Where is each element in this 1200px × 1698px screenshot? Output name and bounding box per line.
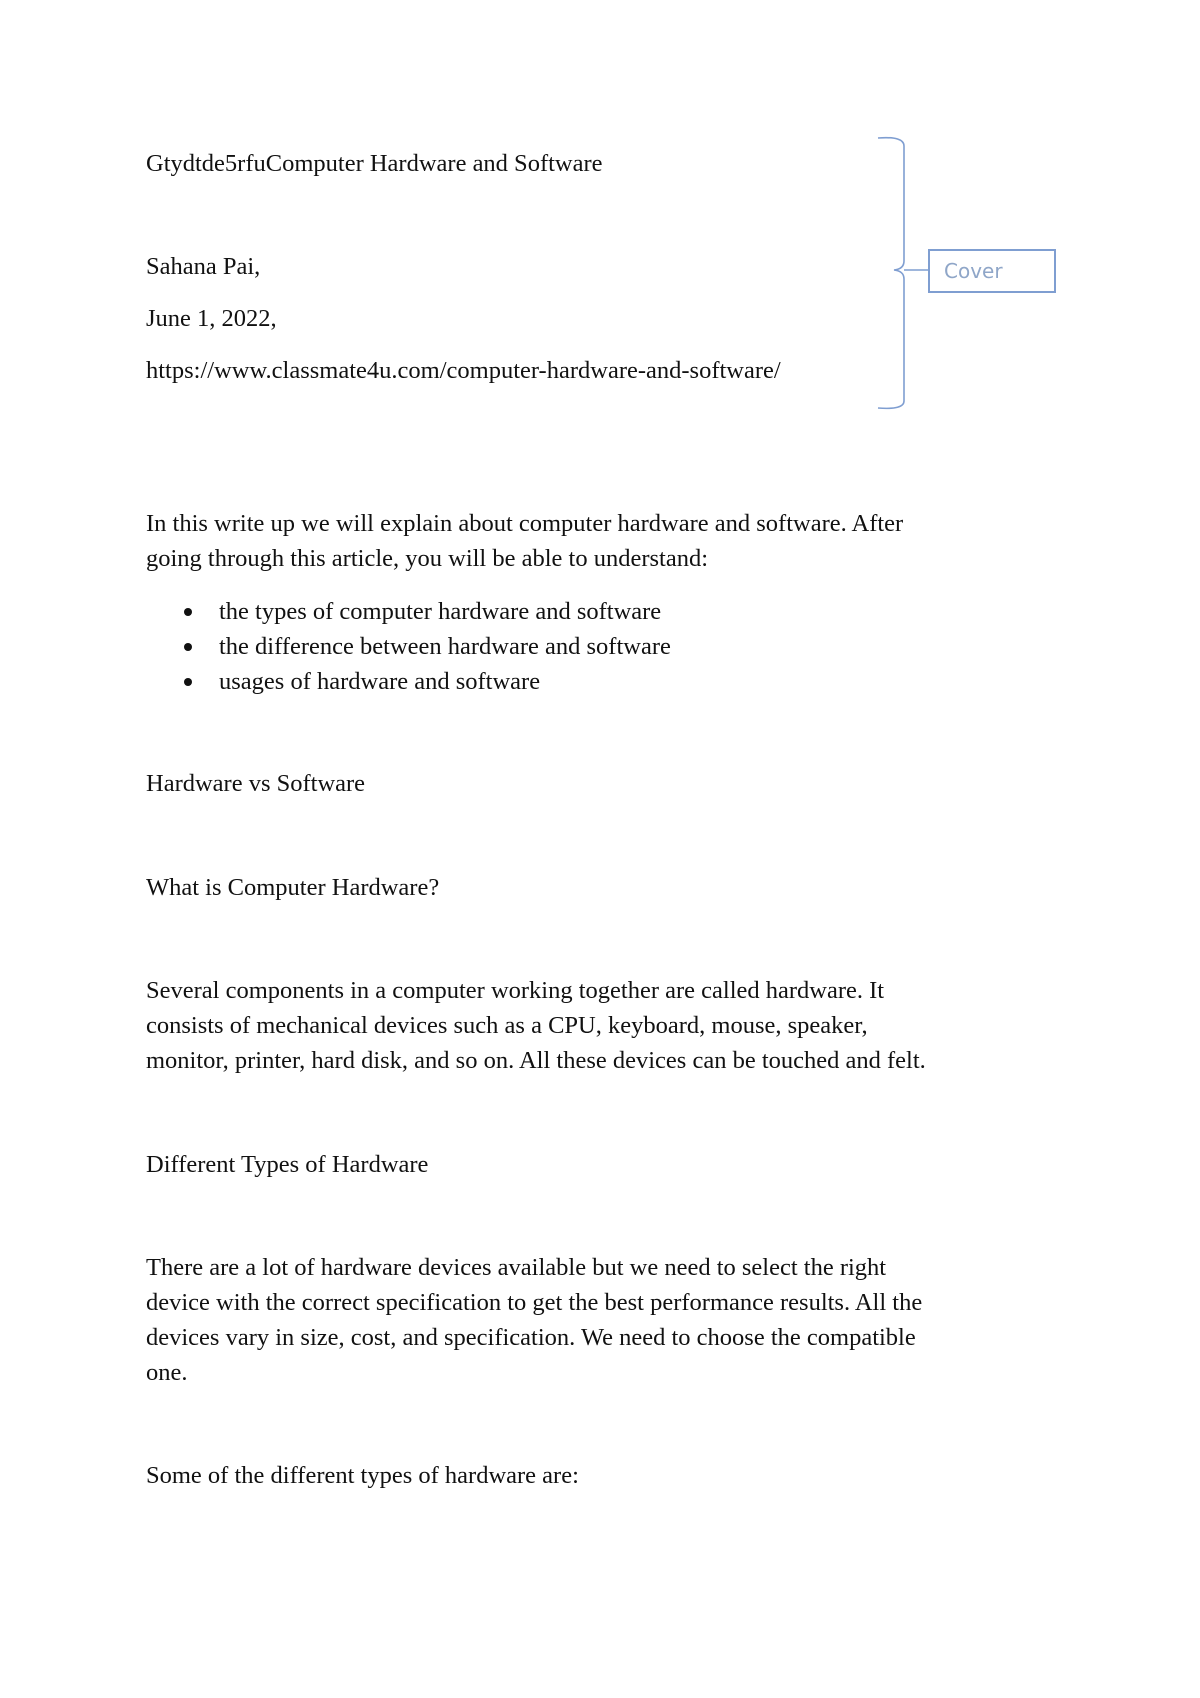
date-line: June 1, 2022, [146, 305, 277, 332]
intro-line: In this write up we will explain about computer hardware and software. After [146, 510, 904, 537]
paragraph-line: one. [146, 1359, 188, 1386]
devices-paragraph [146, 1250, 1066, 1390]
bullet-item [146, 629, 671, 664]
paragraph-line: monitor, printer, hard disk, and so on. All these devices can be touched and felt. [146, 1047, 926, 1074]
bullet-dot-icon [184, 643, 192, 651]
bullet-text: usages of hardware and software [219, 668, 541, 695]
source-url[interactable]: https://www.classmate4u.com/computer-hardware-and-software/ [146, 357, 781, 384]
components-paragraph [146, 973, 1066, 1078]
heading-hardware-vs-software: Hardware vs Software [146, 770, 366, 797]
cover-comment-box[interactable]: Cover [928, 249, 1056, 293]
bullet-dot-icon [184, 678, 192, 686]
author-line: Sahana Pai, [146, 253, 261, 280]
heading-what-is-hardware: What is Computer Hardware? [146, 874, 440, 901]
intro-paragraph [146, 506, 1066, 576]
bullet-text: the types of computer hardware and software [219, 598, 662, 625]
paragraph-line: devices vary in size, cost, and specification. We need to choose the compatible [146, 1324, 916, 1351]
bullet-list [146, 594, 671, 699]
bullet-item [146, 664, 671, 699]
document-title: Gtydtde5rfuComputer Hardware and Software [146, 150, 603, 177]
heading-types-of-hardware: Different Types of Hardware [146, 1151, 429, 1178]
paragraph-line: Several components in a computer working together are called hardware. It [146, 977, 885, 1004]
bullet-dot-icon [184, 608, 192, 616]
paragraph-line: There are a lot of hardware devices available but we need to select the right [146, 1254, 887, 1281]
bullet-item [146, 594, 671, 629]
intro-line: going through this article, you will be able to understand: [146, 545, 709, 572]
paragraph-line: consists of mechanical devices such as a CPU, keyboard, mouse, speaker, [146, 1012, 868, 1039]
some-types-line: Some of the different types of hardware are: [146, 1462, 579, 1489]
paragraph-line: device with the correct specification to get the best performance results. All the [146, 1289, 923, 1316]
bullet-text: the difference between hardware and software [219, 633, 671, 660]
comment-bracket [870, 136, 930, 411]
